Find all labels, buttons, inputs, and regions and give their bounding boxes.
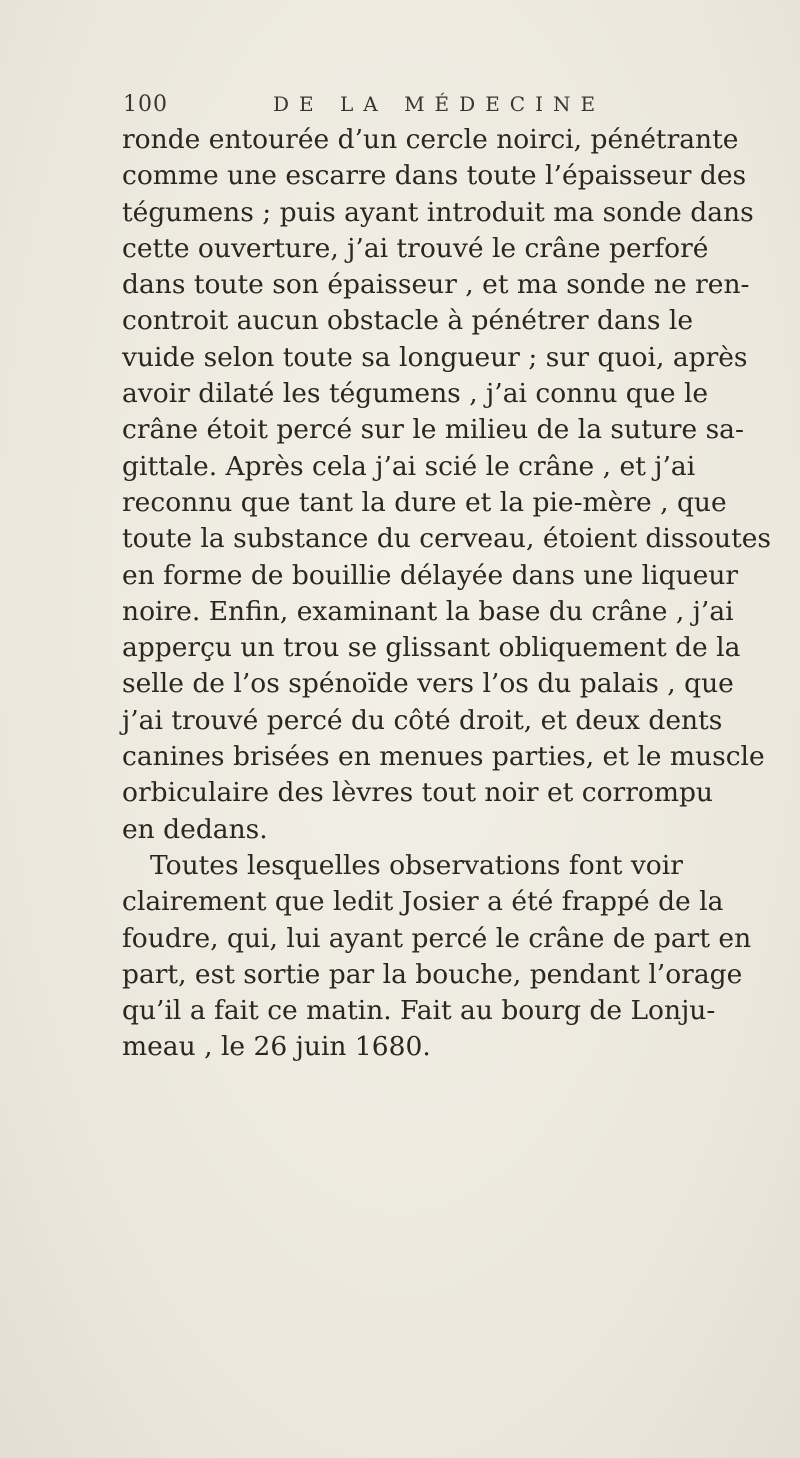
text-line: part, est sortie par la bouche, pendant l’orage: [122, 958, 743, 990]
text-line: canines brisées en menues parties, et le muscle: [122, 741, 765, 773]
text-line: controit aucun obstacle à pénétrer dans le: [122, 305, 694, 337]
text-line: reconnu que tant la dure et la pie-mère , que: [122, 486, 727, 518]
text-line: j’ai trouvé percé du côté droit, et deux dents: [122, 704, 723, 736]
text-line: selle de l’os spénoïde vers l’os du palais , que: [122, 668, 734, 700]
running-head: DE LA MÉDECINE: [273, 92, 606, 116]
text-line: crâne étoit percé sur le milieu de la suture sa-: [122, 414, 744, 446]
body-text: [122, 122, 772, 1066]
text-line: comme une escarre dans toute l’épaisseur des: [122, 160, 747, 192]
text-line: noire. Enfin, examinant la base du crâne , j’ai: [122, 595, 734, 627]
text-line: tégumens ; puis ayant introduit ma sonde dans: [122, 196, 754, 228]
text-line: apperçu un trou se glissant obliquement de la: [122, 632, 741, 664]
text-line: gittale. Après cela j’ai scié le crâne , et j’ai: [122, 450, 696, 482]
text-line: vuide selon toute sa longueur ; sur quoi, après: [122, 341, 748, 373]
text-line: foudre, qui, lui ayant percé le crâne de part en: [122, 922, 752, 954]
page-number: 100: [123, 92, 168, 117]
text-line: Toutes lesquelles observations font voir: [150, 849, 683, 881]
text-line: cette ouverture, j’ai trouvé le crâne perforé: [122, 232, 709, 264]
text-line: toute la substance du cerveau, étoient dissoutes: [122, 523, 772, 555]
text-line: clairement que ledit Josier a été frappé de la: [122, 886, 724, 918]
text-line: ronde entourée d’un cercle noirci, pénétrante: [122, 124, 739, 155]
text-line: meau , le 26 juin 1680.: [122, 1031, 431, 1063]
text-line: dans toute son épaisseur , et ma sonde ne ren-: [122, 269, 750, 301]
text-line: en forme de bouillie délayée dans une liqueur: [122, 559, 739, 591]
text-line: orbiculaire des lèvres tout noir et corrompu: [122, 777, 713, 809]
text-line: en dedans.: [122, 813, 268, 845]
text-line: qu’il a fait ce matin. Fait au bourg de Lonju-: [122, 995, 716, 1027]
text-line: avoir dilaté les tégumens , j’ai connu que le: [122, 378, 709, 410]
